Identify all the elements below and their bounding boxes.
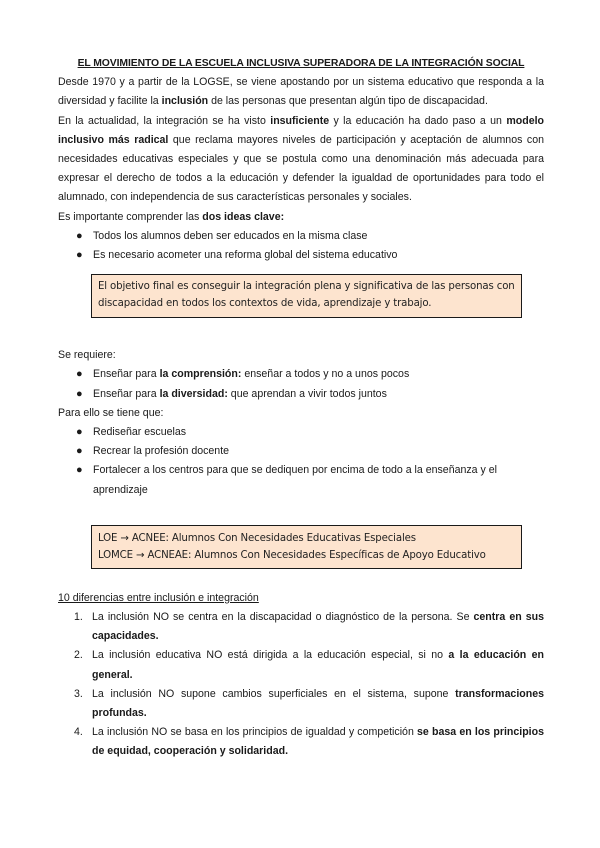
list-item — [74, 646, 544, 684]
acronym-loe: LOE → ACNEE: Alumnos Con Necesidades Educativas Especiales — [98, 532, 416, 544]
bold-span: se basa en los principios de equidad, cooperación y solidaridad. — [92, 726, 544, 758]
list-item — [76, 442, 544, 461]
tiene-list — [58, 423, 544, 500]
list-item-text: Todos los alumnos deben ser educados en la misma clase — [93, 229, 368, 242]
text-span: Es importante comprender las — [58, 210, 203, 223]
text-span: que aprendan a vivir todos juntos — [227, 387, 387, 400]
bold-span: la diversidad: — [159, 387, 228, 400]
paragraph-ideas-clave — [58, 208, 544, 227]
list-number: 1. — [74, 611, 83, 624]
spacer — [58, 500, 544, 525]
bold-span: modelo inclusivo más radical — [58, 114, 544, 146]
bold-span: insuficiente — [270, 114, 330, 127]
bullet-icon: ● — [76, 249, 83, 262]
list-item-text: Es necesario acometer una reforma global del sistema educativo — [93, 249, 398, 262]
bullet-icon: ● — [76, 387, 83, 400]
requiere-label: Se requiere: — [58, 349, 116, 362]
text-span: La inclusión educativa NO está dirigida a la educación especial, si no — [92, 649, 449, 662]
bullet-icon: ● — [76, 368, 83, 381]
bold-span: transformaciones profundas. — [92, 687, 544, 720]
text-span: Enseñar para — [93, 387, 160, 400]
tiene-label: Para ello se tiene que: — [58, 406, 164, 419]
list-item — [76, 227, 544, 246]
diferencias-list — [58, 608, 544, 762]
list-number: 4. — [74, 726, 83, 739]
list-number: 3. — [74, 687, 83, 700]
bold-span: a la educación en general. — [92, 649, 544, 681]
bullet-icon: ● — [76, 426, 83, 439]
list-item-text: Fortalecer a los centros para que se dediquen por encima de todo a la enseñanza y el aprendizaje — [93, 464, 497, 496]
list-item — [74, 608, 544, 646]
text-span: Enseñar para — [93, 368, 160, 381]
list-number: 2. — [74, 649, 83, 662]
list-item — [76, 385, 544, 404]
spacer — [58, 569, 544, 589]
text-span: Desde 1970 y a partir de la LOGSE, se viene apostando por un sistema educativo que responda a la diversidad y facilite la — [58, 76, 544, 108]
list-item — [76, 461, 544, 499]
requiere-list — [58, 365, 544, 403]
text-span: que reclama mayores niveles de participación y aceptación de alumnos con necesidades educativas especiales y que se postula como una denominación más adecuada para expresar el derecho de todos a la educación y defender la igualdad de oportunidades para todo el alumnado, con independencia de sus características personales y sociales. — [58, 133, 545, 204]
list-item-text: Rediseñar escuelas — [93, 426, 187, 439]
objective-callout: El objetivo final es conseguir la integración plena y significativa de las personas con discapacidad en todos los contextos de vida, aprendizaje y trabajo. — [91, 274, 522, 318]
list-item — [74, 685, 544, 723]
text-span: La inclusión NO supone cambios superficiales en el sistema, supone — [92, 687, 456, 700]
list-item — [76, 423, 544, 442]
list-item-text: Recrear la profesión docente — [93, 445, 230, 458]
list-item — [74, 723, 544, 761]
document-title: EL MOVIMIENTO DE LA ESCUELA INCLUSIVA SUPERADORA DE LA INTEGRACIÓN SOCIAL — [77, 58, 525, 69]
spacer — [58, 318, 544, 346]
acronyms-callout — [91, 525, 522, 569]
bold-span: la comprensión: — [159, 368, 242, 381]
acronym-lomce: LOMCE → ACNEAE: Alumnos Con Necesidades Específicas de Apoyo Educativo — [98, 549, 486, 561]
bold-span: inclusión — [161, 95, 209, 108]
text-span: enseñar a todos y no a unos pocos — [241, 368, 410, 381]
text-span: En la actualidad, la integración se ha visto — [58, 114, 271, 127]
text-span: La inclusión NO se centra en la discapacidad o diagnóstico de la persona. Se — [92, 611, 474, 624]
text-span: La inclusión NO se basa en los principios de igualdad y competición — [92, 726, 418, 739]
ideas-list — [58, 227, 544, 265]
paragraph-intro — [58, 73, 544, 111]
bold-span: centra en sus capacidades. — [92, 611, 544, 643]
bold-span: dos ideas clave: — [202, 210, 285, 223]
bullet-icon: ● — [76, 445, 83, 458]
list-item — [76, 365, 544, 384]
text-span: de las personas que presentan algún tipo de discapacidad. — [208, 95, 488, 108]
bullet-icon: ● — [76, 464, 83, 477]
section-title: 10 diferencias entre inclusión e integración — [58, 591, 259, 604]
document-page — [58, 54, 544, 762]
paragraph-actualidad — [58, 112, 544, 208]
text-span: y la educación ha dado paso a un — [329, 114, 507, 127]
list-item — [76, 246, 544, 265]
bullet-icon: ● — [76, 229, 83, 242]
